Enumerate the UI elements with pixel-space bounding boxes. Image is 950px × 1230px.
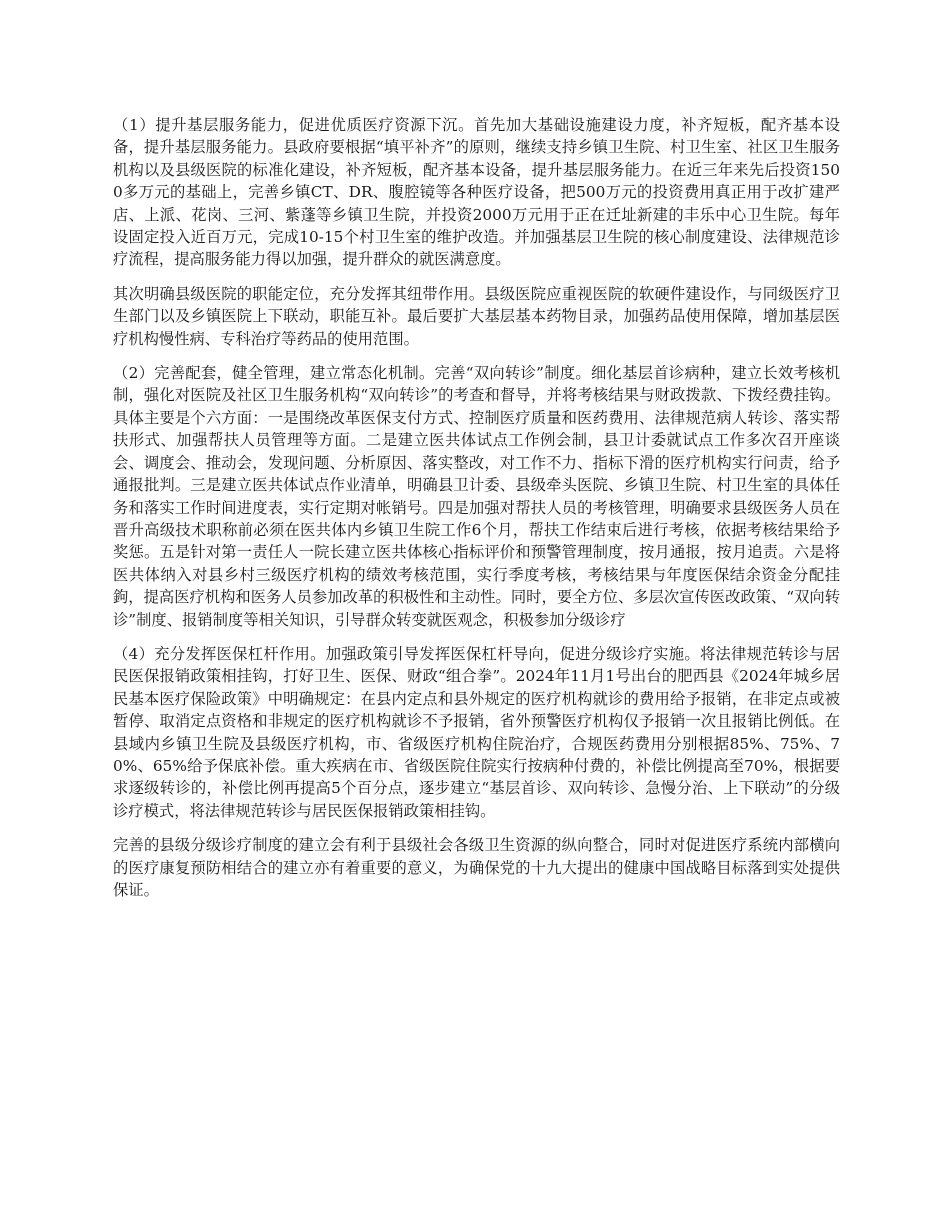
paragraph-service-capacity: （1）提升基层服务能力，促进优质医疗资源下沉。首先加大基础设施建设力度，补齐短板，配齐基本设备，提升基层服务能力。县政府要根据“填平补齐”的原则，继续支持乡镇卫生院、村卫生室、社区卫生服务机构以及县级医院的标准化建设，补齐短板，配齐基本设备，提升基层服务能力。在近三年来先后投资1500多万元的基础上，完善乡镇CT、DR、腹腔镜等各种医疗设备，把500万元的投资费用真正用于改扩建严店、上派、花岗、三河、紫蓬等乡镇卫生院，并投资2000万元用于正在迁址新建的丰乐中心卫生院。每年设固定投入近百万元，完成10-15个村卫生室的维护改造。并加强基层卫生院的核心制度建设、法律规范诊疗流程，提高服务能力得以加强，提升群众的就医满意度。: [113, 116, 840, 269]
paragraph-county-hospital-role: 其次明确县级医院的职能定位，充分发挥其纽带作用。县级医院应重视医院的软硬件建设作，与同级医疗卫生部门以及乡镇医院上下联动，职能互补。最后要扩大基层基本药物目录，加强药品使用保障，增加基层医疗机构慢性病、专科治疗等药品的使用范围。: [113, 284, 840, 348]
paragraph-medical-insurance-leverage: （4）充分发挥医保杠杆作用。加强政策引导发挥医保杠杆导向，促进分级诊疗实施。将法律规范转诊与居民医保报销政策相挂钩，打好卫生、医保、财政“组合拳”。2024年11月1号出台的肥西县《2024年城乡居民基本医疗保险政策》中明确规定：在县内定点和县外规定的医疗机构就诊的费用给予报销，在非定点或被暂停、取消定点资格和非规定的医疗机构就诊不予报销，省外预警医疗机构仅予报销一次且报销比例低。在县域内乡镇卫生院及县级医疗机构，市、省级医疗机构住院治疗，合规医药费用分别根据85%、75%、70%、65%给予保底补偿。重大疾病在市、省级医院住院实行按病种付费的，补偿比例提高至70%，根据要求逐级转诊的，补偿比例再提高5个百分点，逐步建立“基层首诊、双向转诊、急慢分治、上下联动”的分级诊疗模式，将法律规范转诊与居民医保报销政策相挂钩。: [113, 644, 840, 820]
paragraph-conclusion: 完善的县级分级诊疗制度的建立会有利于县级社会各级卫生资源的纵向整合，同时对促进医疗系统内部横向的医疗康复预防相结合的建立亦有着重要的意义，为确保党的十九大提出的健康中国战略目标落到实处提供保证。: [113, 836, 840, 899]
document-body: [113, 114, 840, 913]
paragraph-referral-mechanism: （2）完善配套，健全管理，建立常态化机制。完善“双向转诊”制度。细化基层首诊病种，建立长效考核机制，强化对医院及社区卫生服务机构“双向转诊”的考查和督导，并将考核结果与财政拨款、下拨经费挂钩。具体主要是个六方面：一是围绕改革医保支付方式、控制医疗质量和医药费用、法律规范病人转诊、落实帮扶形式、加强帮扶人员管理等方面。二是建立医共体试点工作例会制，县卫计委就试点工作多次召开座谈会、调度会、推动会，发现问题、分析原因、落实整改，对工作不力、指标下滑的医疗机构实行问责，给予通报批判。三是建立医共体试点作业清单，明确县卫计委、县级牵头医院、乡镇卫生院、村卫生室的具体任务和落实工作时间进度表，实行定期对帐销号。四是加强对帮扶人员的考核管理，明确要求县级医务人员在晋升高级技术职称前必须在医共体内乡镇卫生院工作6个月，帮扶工作结束后进行考核，依据考核结果给予奖惩。五是针对第一责任人一院长建立医共体核心指标评价和预警管理制度，按月通报，按月追责。六是将医共体纳入对县乡村三级医疗机构的绩效考核范围，实行季度考核，考核结果与年度医保结余资金分配挂鉤，提高医疗机构和医务人员参加改革的积极性和主动性。同时，要全方位、多层次宣传医改政策、“双向转诊”制度、报销制度等相关知识，引导群众转变就医观念，积极参加分级诊疗: [113, 364, 840, 629]
